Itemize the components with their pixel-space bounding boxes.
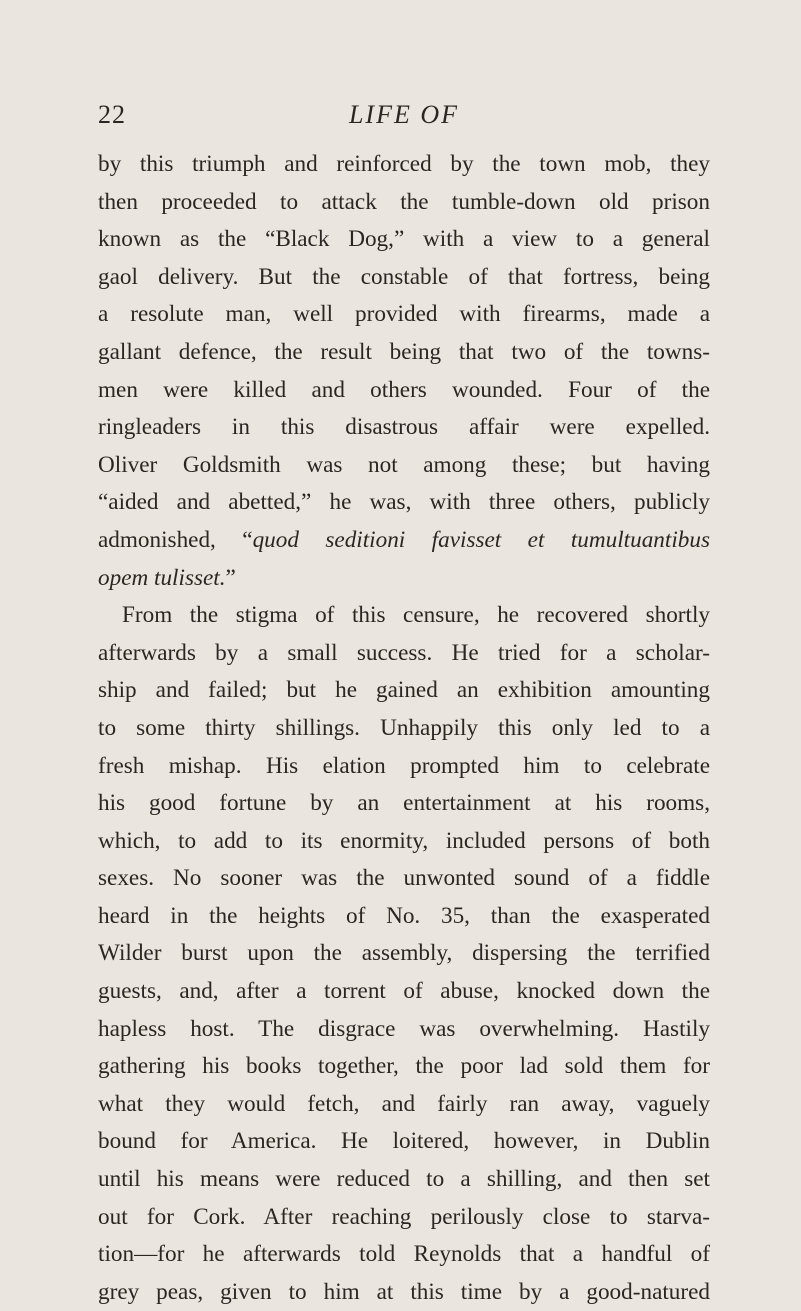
text-line: tion—for he afterwards told Reynolds that a handful of (98, 1241, 710, 1268)
text-segment: admonished, “ (98, 526, 253, 553)
text-line: gallant defence, the result being that two of the towns- (98, 338, 710, 365)
text-line: sexes. No sooner was the unwonted sound of a fiddle (98, 865, 710, 892)
text-line: “aided and abetted,” he was, with three others, publicly (98, 489, 710, 516)
text-line: his good fortune by an entertainment at his rooms, (98, 790, 710, 817)
text-line: Oliver Goldsmith was not among these; but having (98, 451, 710, 478)
text-line: which, to add to its enormity, included persons of both (98, 827, 710, 854)
text-line: gathering his books together, the poor lad sold them for (98, 1053, 710, 1080)
running-head: LIFE OF (348, 100, 460, 129)
text-line (98, 560, 710, 598)
latin-quotation-end: opem tulisset. (98, 564, 226, 591)
text-line: Wilder burst upon the assembly, dispersing the terrified (98, 940, 710, 967)
text-line: men were killed and others wounded. Four of the (98, 376, 710, 403)
page-header (98, 100, 710, 140)
closing-quote: ” (225, 564, 236, 591)
text-line (98, 522, 710, 560)
text-line: ringleaders in this disastrous affair were expelled. (98, 414, 710, 441)
text-line: what they would fetch, and fairly ran away, vaguely (98, 1090, 710, 1117)
text-line: out for Cork. After reaching perilously close to starva- (98, 1203, 710, 1230)
text-line: to some thirty shillings. Unhappily this only led to a (98, 714, 710, 741)
paragraph-start: From the stigma of this censure, he recovered shortly (122, 602, 710, 629)
text-line: hapless host. The disgrace was overwhelming. Hastily (98, 1015, 710, 1042)
text-line: fresh mishap. His elation prompted him to celebrate (98, 752, 710, 779)
text-line: ship and failed; but he gained an exhibition amounting (98, 677, 710, 704)
text-line: bound for America. He loitered, however, in Dublin (98, 1128, 710, 1155)
text-line: afterwards by a small success. He tried for a scholar- (98, 639, 710, 666)
page-number: 22 (98, 100, 126, 129)
text-line: grey peas, given to him at this time by a good-natured (98, 1278, 710, 1305)
text-line: by this triumph and reinforced by the town mob, they (98, 151, 710, 177)
text-line: heard in the heights of No. 35, than the exasperated (98, 902, 710, 929)
body-text (98, 146, 710, 1311)
text-line: a resolute man, well provided with firearms, made a (98, 301, 710, 328)
text-line: guests, and, after a torrent of abuse, knocked down the (98, 978, 710, 1005)
text-line: until his means were reduced to a shilling, and then set (98, 1166, 710, 1193)
text-line: known as the “Black Dog,” with a view to a general (98, 226, 710, 253)
text-line: then proceeded to attack the tumble-down old prison (98, 188, 710, 215)
latin-quotation: quod seditioni favisset et tumultuantibus (252, 526, 710, 553)
text-line: gaol delivery. But the constable of that fortress, being (98, 263, 710, 290)
